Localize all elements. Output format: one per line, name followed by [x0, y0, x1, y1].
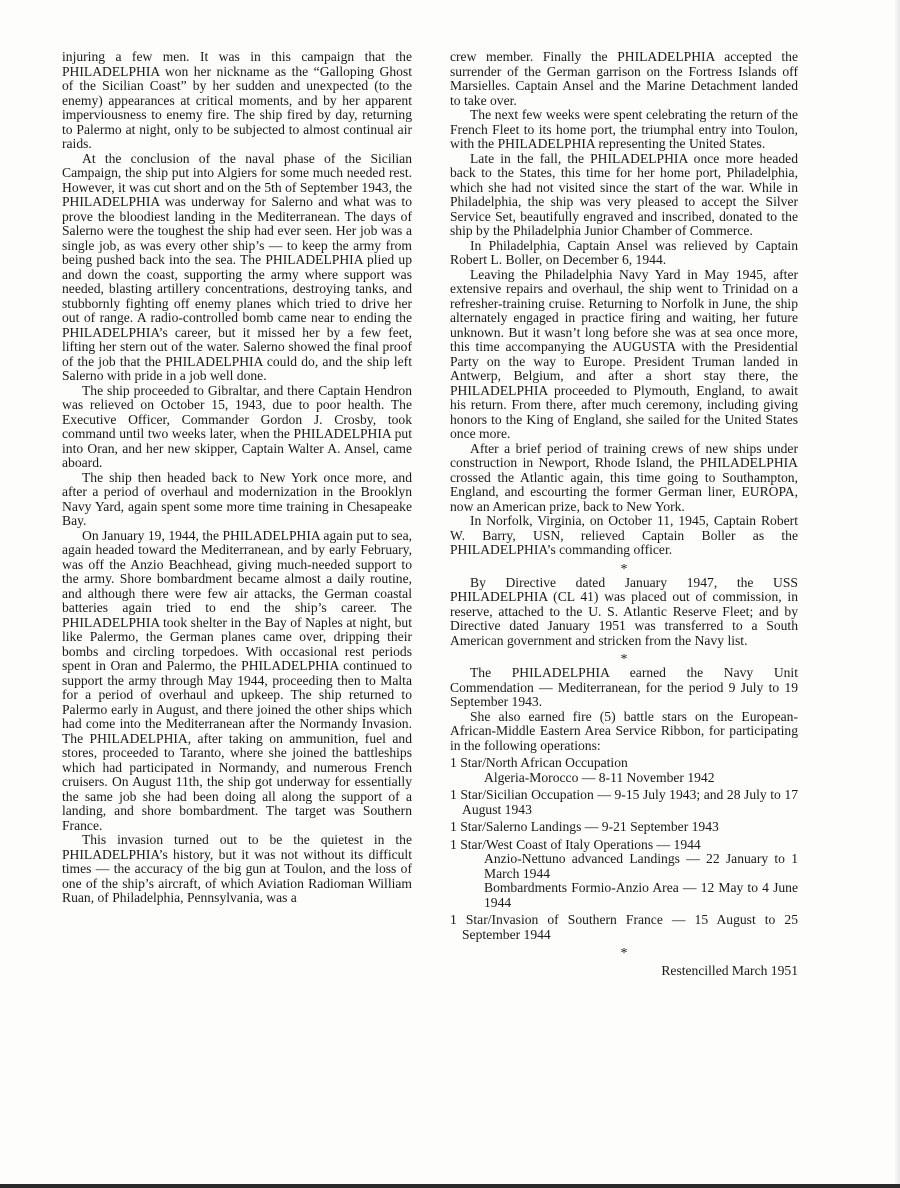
operation-item [450, 820, 798, 835]
paragraph: After a brief period of training crews of new ships under construction in Newport, Rhode Island, the PHILADELPHIA crossed the Atlantic again, this time going to Southampton, England, and escourting the former German liner, EUROPA, now an American prize, back to New York. [450, 440, 798, 514]
operation-item [450, 913, 798, 942]
paragraph: In Norfolk, Virginia, on October 11, 1945, Captain Robert W. Barry, USN, relieved Captain Boller as the PHILADELPHIA’s commanding officer. [450, 513, 798, 557]
paragraph: This invasion turned out to be the quietest in the PHILADELPHIA’s history, but it was not without its difficult times — the accuracy of the big gun at Toulon, and the loss of one of the ship’s aircraft, of which Aviation Radioman William Ruan, of Philadelphia, Pennsylvania, was a [62, 832, 412, 905]
operation-detail: Anzio-Nettuno advanced Landings — 22 January to 1 March 1944 [484, 851, 798, 881]
operation-detail: Bombardments Formio-Anzio Area — 12 May to 4 June 1944 [484, 880, 798, 910]
operation-detail: Algeria-Morocco — 8-11 November 1942 [484, 769, 715, 785]
operation-title: 1 Star/North African Occupation [450, 755, 628, 770]
section-separator-star: * [620, 946, 628, 961]
paragraph: Late in the fall, the PHILADELPHIA once more headed back to the States, this time for her home port, Philadelphia, which she had not visited since the start of the war. While in Philadelphia, the ship was very pleased to accept the Silver Service Set, beautifully engraved and inscribed, donated to the ship by the Philadelphia Junior Chamber of Commerce. [450, 150, 798, 238]
page-edge-shadow [894, 0, 900, 1188]
right-column [450, 50, 798, 979]
paragraph: The next few weeks were spent celebrating the return of the French Fleet to its home port, the triumphal entry into Toulon, with the PHILADELPHIA representing the United States. [450, 107, 798, 151]
operation-title: 1 Star/Salerno Landings — 9-21 September 1943 [450, 819, 719, 834]
section-separator-star: * [620, 561, 628, 577]
paragraph: injuring a few men. It was in this campaign that the PHILADELPHIA won her nickname as the “Galloping Ghost of the Sicilian Coast” by her sudden and unexpected (to the enemy) appearances at critical moments, and by her apparent imperviousness to enemy fire. The ship fired by day, returning to Palermo at night, only to be subjected to almost continual air raids. [62, 49, 412, 151]
paragraph: On January 19, 1944, the PHILADELPHIA again put to sea, again headed toward the Mediterranean, and by early February, was off the Anzio Beachhead, giving much-needed support to the army. Shore bombardment became almost a daily routine, and although there were few air attacks, the German coastal batteries again tried to end the ship’s career. The PHILADELPHIA took shelter in the Bay of Naples at night, but like Palermo, the German planes came over, dripping their bombs and circling torpedoes. With occasional rest periods spent in Oran and Palermo, the PHILADELPHIA continued to support the army through May 1944, proceeding then to Malta for a period of overhaul and upkeep. The ship returned to Palermo early in August, and there joined the other ships which had come into the Mediterranean after the Normandy Invasion. The PHILADELPHIA, after taking on ammunition, fuel and stores, proceeded to Taranto, where she joined the battleships which had participated in Normandy, and numerous French cruisers. On August 11th, the ship got underway for essentially the same job she had been doing all along the support of a landing, and shore bombardment. The target was Southern France. [62, 527, 412, 833]
left-column [62, 50, 412, 906]
commendation-paragraph: The PHILADELPHIA earned the Navy Unit Commendation — Mediterranean, for the period 9 July to 19 September 1943. [450, 665, 798, 709]
paragraph: crew member. Finally the PHILADELPHIA accepted the surrender of the German garrison on the Fortress Islands off Marsielles. Captain Ansel and the Marine Detachment landed to take over. [450, 49, 798, 108]
restencilled-note: Restencilled March 1951 [661, 963, 798, 978]
operation-item [450, 788, 798, 817]
operation-title: 1 Star/Sicilian Occupation — 9-15 July 1943; and 28 July to 17 August 1943 [450, 787, 798, 817]
paragraph: The ship proceeded to Gibraltar, and there Captain Hendron was relieved on October 15, 1943, due to poor health. The Executive Officer, Commander Gordon J. Crosby, took command until two weeks later, when the PHILADELPHIA put into Oran, and her new skipper, Captain Walter A. Ansel, came aboard. [62, 382, 412, 470]
section-separator-star: * [620, 652, 628, 667]
decommission-paragraph: By Directive dated January 1947, the USS PHILADELPHIA (CL 41) was placed out of commission, in reserve, attached to the U. S. Atlantic Reserve Fleet; and by Directive dated January 1951 was transferred to a South American government and stricken from the Navy list. [450, 574, 798, 648]
paragraph: Leaving the Philadelphia Navy Yard in May 1945, after extensive repairs and overhaul, the ship went to Trinidad on a refresher-training cruise. Returning to Norfolk in June, the ship alternately engaged in practice firing and waiting, her future unknown. But it wasn’t long before she was at sea once more, this time accompanying the AUGUSTA with the Presidential Party on the way to Europe. President Truman landed in Antwerp, Belgium, and after a short stay there, the PHILADELPHIA proceeded to Plymouth, England, to await his return. From there, after much ceremony, including giving honors to the King of England, she sailed for the United States once more. [450, 266, 798, 441]
paragraph: In Philadelphia, Captain Ansel was relieved by Captain Robert L. Boller, on December 6, 1944. [450, 237, 798, 267]
battle-stars-intro: She also earned fire (5) battle stars on the European-African-Middle Eastern Area Service Ribbon, for participating in the following operations: [450, 708, 798, 753]
bottom-edge-rule [0, 1184, 900, 1188]
operation-title: 1 Star/West Coast of Italy Operations — 1944 [450, 836, 701, 852]
paragraph: At the conclusion of the naval phase of the Sicilian Campaign, the ship put into Algiers for some much needed rest. However, it was cut short and on the 5th of September 1943, the PHILADELPHIA was underway for Salerno and what was to prove the bloodiest landing in the Mediterranean. The days of Salerno were the toughest the ship had ever seen. Her job was a single job, as was every other ship’s — to keep the army from being pushed back into the sea. The PHILADELPHIA plied up and down the coast, supporting the army where support was needed, blasting artillery concentrations, destroying tanks, and stubbornly fighting off enemy planes which tried to drive her out of range. A radio-controlled bomb came near to ending the PHILADELPHIA’s career, but it missed her by a few feet, lifting her stern out of the water. Salerno showed the final proof of the job that the PHILADELPHIA could do, and the ship left Salerno with pride in a job well done. [62, 150, 412, 383]
operation-item [450, 838, 798, 911]
operation-item [450, 756, 798, 785]
operations-list [450, 756, 798, 942]
paragraph: The ship then headed back to New York once more, and after a period of overhaul and modernization in the Brooklyn Navy Yard, again spent some more time training in Chesapeake Bay. [62, 469, 412, 528]
operation-title: 1 Star/Invasion of Southern France — 15 August to 25 September 1944 [450, 912, 798, 942]
